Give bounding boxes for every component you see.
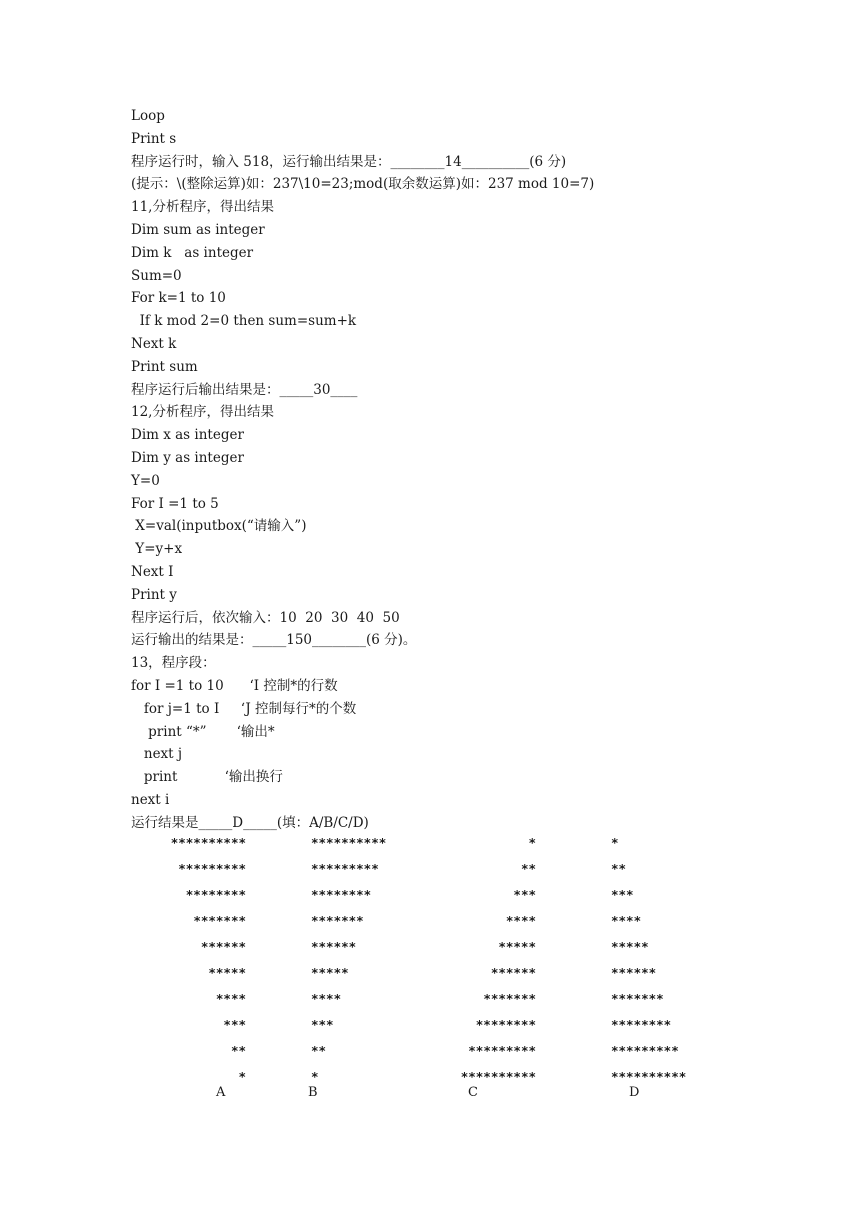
pattern-option-a	[131, 830, 246, 1090]
pattern-row: ********	[185, 887, 246, 902]
pattern-row: *******	[311, 913, 364, 928]
code-line: Y=y+x	[131, 541, 183, 558]
pattern-row: ******	[490, 965, 536, 980]
pattern-option-b	[311, 830, 421, 1090]
option-label-b: B	[308, 1085, 318, 1100]
code-line: X=val(inputbox(“请输入”)	[131, 518, 307, 535]
pattern-row: *********	[611, 1043, 679, 1058]
pattern-row: *********	[468, 1043, 536, 1058]
pattern-row: ***	[513, 887, 536, 902]
pattern-row: **********	[460, 1069, 536, 1084]
pattern-row: ***	[223, 1017, 246, 1032]
pattern-row: ****	[215, 991, 246, 1006]
pattern-row: ****	[505, 913, 536, 928]
code-line: If k mod 2=0 then sum=sum+k	[131, 313, 357, 330]
answer-line: 运行结果是_____D_____(填：A/B/C/D)	[131, 814, 369, 831]
option-label-a: A	[216, 1085, 226, 1100]
code-line: next i	[131, 791, 170, 808]
pattern-row: **	[311, 1043, 327, 1058]
pattern-row: *********	[311, 861, 379, 876]
answer-line: 程序运行后输出结果是：_____30____	[131, 381, 358, 398]
pattern-row: ********	[611, 1017, 672, 1032]
pattern-row: *	[528, 835, 536, 850]
code-line: Sum=0	[131, 267, 182, 284]
pattern-row: ********	[311, 887, 372, 902]
pattern-row: *********	[178, 861, 246, 876]
pattern-row: ***	[311, 1017, 334, 1032]
code-line: print “*” ‘输出*	[131, 723, 275, 740]
code-line: Next k	[131, 335, 177, 352]
question-heading: 11,分析程序，得出结果	[131, 199, 274, 216]
pattern-row: *****	[208, 965, 246, 980]
code-line: Dim y as integer	[131, 449, 244, 466]
code-line: Dim k as integer	[131, 244, 254, 261]
pattern-row: ******	[200, 939, 246, 954]
pattern-row: ****	[311, 991, 342, 1006]
pattern-row: *******	[483, 991, 536, 1006]
pattern-row: **	[611, 861, 627, 876]
pattern-row: *******	[193, 913, 246, 928]
pattern-row: **	[520, 861, 536, 876]
code-line: print ‘输出换行	[131, 769, 283, 786]
pattern-row: *	[311, 1069, 319, 1084]
text-line: Print s	[131, 130, 177, 147]
pattern-row: *****	[498, 939, 536, 954]
pattern-row: ******	[311, 939, 357, 954]
document-text	[131, 105, 771, 835]
code-line: Dim sum as integer	[131, 221, 265, 238]
pattern-row: ********	[475, 1017, 536, 1032]
code-line: for I =1 to 10 ‘I 控制*的行数	[131, 677, 338, 694]
pattern-row: ***	[611, 887, 634, 902]
code-line: Y=0	[131, 472, 160, 489]
code-line: Dim x as integer	[131, 427, 244, 444]
text-line: 程序运行时，输入 518，运行输出结果是：________14__________(6 分)	[131, 153, 567, 170]
pattern-row: *****	[611, 939, 649, 954]
code-line: For k=1 to 10	[131, 290, 226, 307]
text-line: 程序运行后，依次输入：10 20 30 40 50	[131, 609, 400, 626]
option-label-c: C	[468, 1085, 478, 1100]
pattern-row: **********	[611, 1069, 687, 1084]
pattern-option-c	[431, 830, 536, 1090]
pattern-row: *	[238, 1069, 246, 1084]
pattern-row: **********	[311, 835, 387, 850]
pattern-row: *******	[611, 991, 664, 1006]
star-pattern-figure	[131, 830, 731, 1110]
code-line: Print sum	[131, 358, 198, 375]
question-heading: 13，程序段：	[131, 655, 216, 672]
code-line: next j	[131, 746, 183, 763]
pattern-row: ****	[611, 913, 642, 928]
code-line: For I =1 to 5	[131, 495, 219, 512]
pattern-row: *	[611, 835, 619, 850]
pattern-row: **	[230, 1043, 246, 1058]
answer-line: 运行输出的结果是：_____150________(6 分)。	[131, 632, 417, 649]
code-line: for j=1 to I ‘J 控制每行*的个数	[131, 700, 357, 717]
text-line: (提示：\(整除运算)如：237\10=23;mod(取余数运算)如：237 mod 10=7)	[131, 176, 595, 193]
code-line: Print y	[131, 586, 177, 603]
text-line: Loop	[131, 108, 165, 124]
pattern-row: ******	[611, 965, 657, 980]
option-label-d: D	[629, 1085, 640, 1100]
pattern-option-d	[611, 830, 726, 1090]
question-heading: 12,分析程序，得出结果	[131, 404, 274, 421]
pattern-row: *****	[311, 965, 349, 980]
pattern-row: **********	[170, 835, 246, 850]
code-line: Next I	[131, 563, 174, 580]
